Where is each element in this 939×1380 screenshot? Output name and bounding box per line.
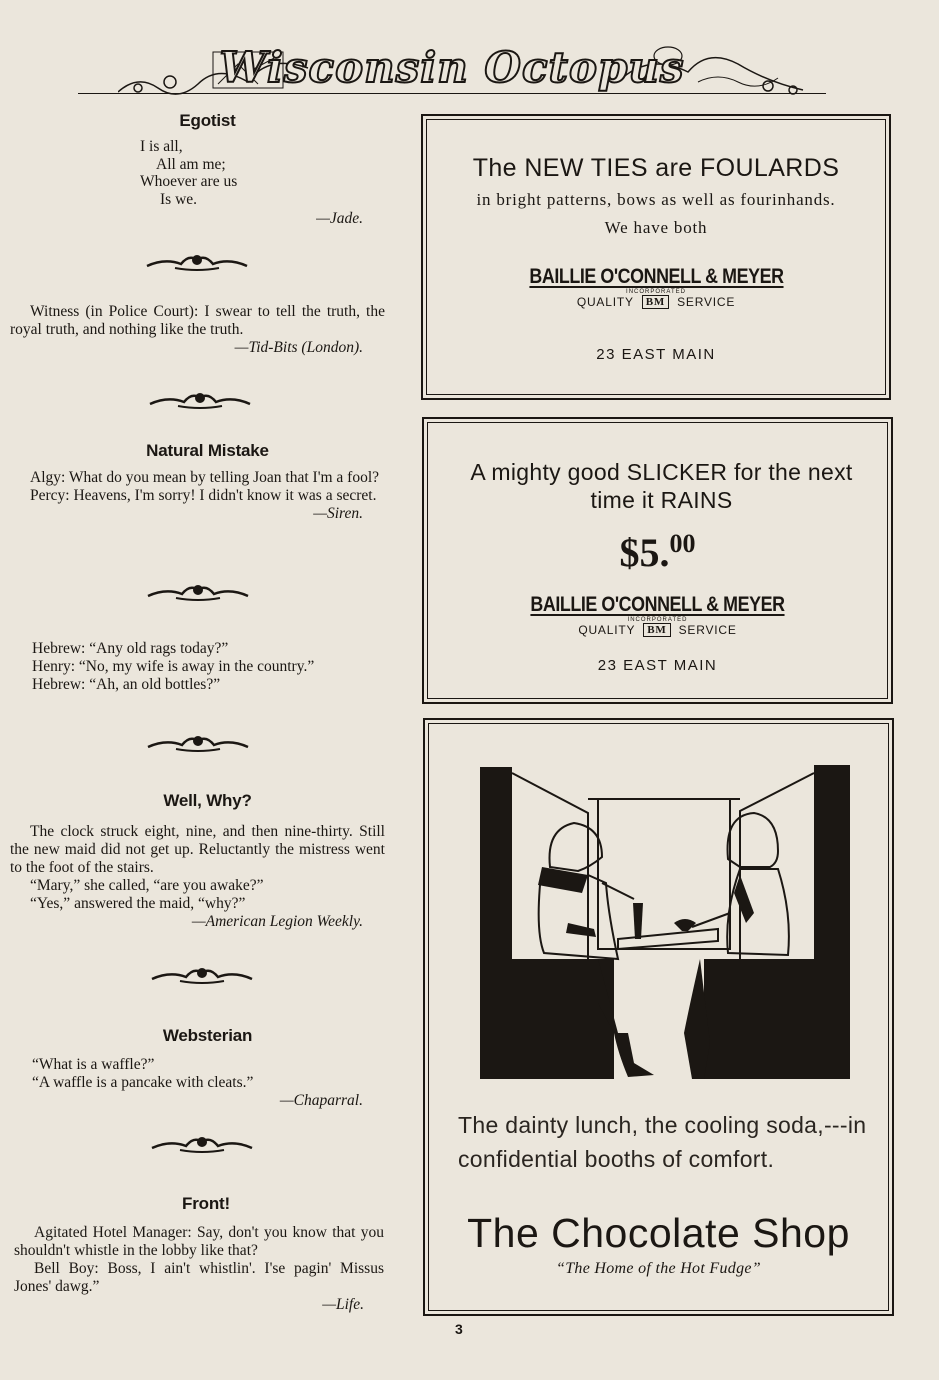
price-dollars: $5. (619, 530, 670, 575)
ad-ties (421, 114, 891, 400)
front-heading: Front! (182, 1194, 230, 1213)
witness-section (10, 303, 385, 357)
dialogue-line: Henry: “No, my wife is away in the country.” (32, 658, 315, 675)
logo-quality: QUALITY (576, 295, 634, 309)
dialogue-line: Hebrew: “Ah, an old bottles?” (32, 676, 221, 693)
dialogue-line: “Mary,” she called, “are you awake?” (30, 877, 264, 894)
bom-logo (428, 593, 887, 637)
story-paragraph: The clock struck eight, nine, and then nine-thirty. Still the new maid did not get up. Reluctantly the mistress went to the foot of the stairs. (10, 823, 385, 876)
ornament-divider (145, 250, 249, 274)
dialogue-line: “A waffle is a pancake with cleats.” (32, 1074, 254, 1091)
monogram-badge-icon: BM (643, 623, 670, 637)
ad-chocolate-shop (423, 718, 894, 1316)
front-source: —Life. (322, 1296, 364, 1313)
logo-name: BAILLIE O'CONNELL & MEYER (528, 265, 784, 288)
poem-line: All am me; (156, 155, 226, 173)
masthead-title: Wisconsin Octopus (219, 43, 685, 92)
hebrew-section (32, 640, 387, 694)
dialogue-line: “What is a waffle?” (32, 1056, 155, 1073)
natural-mistake-section (10, 442, 385, 523)
witness-source: —Tid-Bits (London). (234, 339, 363, 356)
slicker-headline: A mighty good SLICKER for the next time it RAINS (470, 459, 853, 513)
poem-line: I is all, (140, 138, 183, 155)
shop-name: The Chocolate Shop (467, 1210, 850, 1256)
ties-headline: The NEW TIES are FOULARDS (472, 154, 840, 182)
egotist-section (10, 112, 385, 228)
booth-illustration (478, 763, 852, 1081)
ornament-divider (146, 580, 250, 604)
ornament-divider (148, 388, 252, 412)
ornament-divider (150, 1132, 254, 1156)
well-why-heading: Well, Why? (163, 791, 252, 810)
chocolate-tagline: The dainty lunch, the cooling soda,---in confidential booths of comfort. (458, 1112, 867, 1172)
ties-subline: We have both (604, 218, 708, 237)
bom-logo (427, 265, 885, 309)
monogram-badge-icon: BM (642, 295, 669, 309)
masthead (78, 40, 826, 100)
ornament-divider (146, 731, 250, 755)
poem-line: Is we. (160, 190, 198, 208)
logo-quality: QUALITY (578, 623, 636, 637)
natural-mistake-source: —Siren. (313, 505, 363, 522)
price-cents: 00 (669, 529, 696, 558)
websterian-source: —Chaparral. (279, 1092, 363, 1109)
dialogue-line: Percy: Heavens, I'm sorry! I didn't know it was a secret. (30, 487, 377, 504)
page-number: 3 (455, 1321, 463, 1337)
dialogue-line: “Yes,” answered the maid, “why?” (30, 895, 246, 912)
ornament-divider (150, 963, 254, 987)
logo-service: SERVICE (677, 295, 736, 309)
front-section (14, 1195, 384, 1314)
websterian-section (10, 1027, 385, 1110)
shop-motto: “The Home of the Hot Fudge” (556, 1260, 761, 1277)
well-why-section (10, 792, 385, 931)
dialogue-line: Algy: What do you mean by telling Joan that I'm a fool? (30, 469, 380, 486)
address: 23 EAST MAIN (597, 657, 718, 674)
address: 23 EAST MAIN (596, 346, 716, 363)
dialogue-line: Agitated Hotel Manager: Say, don't you know that you shouldn't whistle in the lobby like that? (14, 1224, 384, 1259)
masthead-rule (78, 93, 826, 94)
logo-incorporated: INCORPORATED (626, 289, 686, 295)
natural-mistake-heading: Natural Mistake (146, 441, 269, 460)
logo-service: SERVICE (678, 623, 737, 637)
poem-line: Whoever are us (140, 173, 238, 190)
egotist-poem (10, 138, 385, 208)
ties-subline: in bright patterns, bows as well as fourinhands. (476, 190, 836, 209)
well-why-source: —American Legion Weekly. (191, 913, 363, 930)
ad-slicker (422, 417, 893, 704)
dialogue-line: Hebrew: “Any old rags today?” (32, 640, 229, 657)
witness-text: Witness (in Police Court): I swear to tell the truth, the royal truth, and nothing like the truth. (10, 303, 385, 338)
logo-name: BAILLIE O'CONNELL & MEYER (530, 593, 785, 616)
logo-incorporated: INCORPORATED (627, 617, 688, 623)
slicker-price (428, 529, 887, 576)
websterian-heading: Websterian (162, 1026, 253, 1045)
dialogue-line: Bell Boy: Boss, I ain't whistlin'. I'se pagin' Missus Jones' dawg.” (14, 1260, 384, 1295)
egotist-source: —Jade. (316, 210, 363, 227)
egotist-heading: Egotist (179, 111, 236, 130)
